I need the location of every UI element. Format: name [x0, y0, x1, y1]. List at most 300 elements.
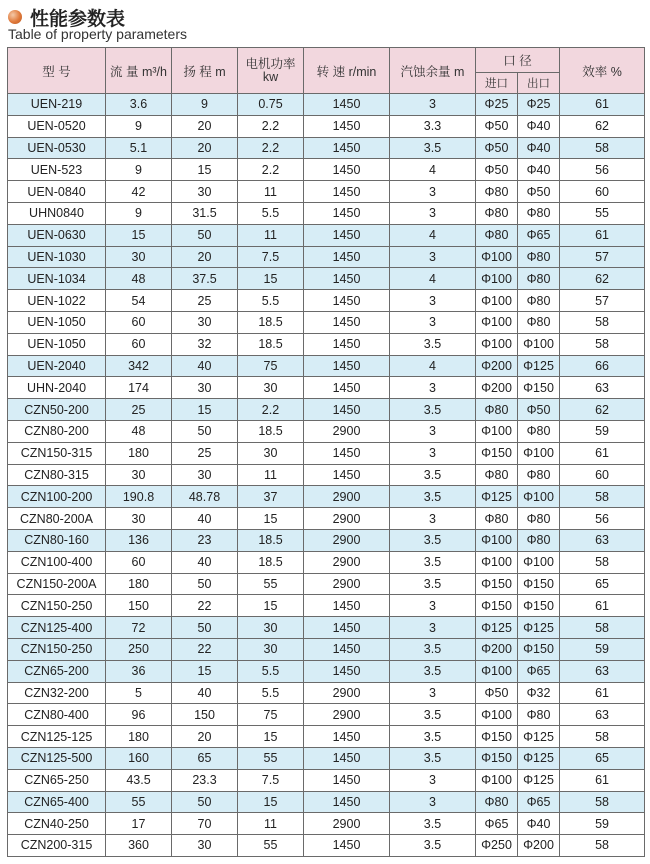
cell-flow: 30	[106, 464, 172, 486]
cell-flow: 60	[106, 311, 172, 333]
cell-speed: 1450	[304, 399, 390, 421]
cell-head: 25	[172, 442, 238, 464]
cell-speed: 1450	[304, 333, 390, 355]
cell-outlet: Φ65	[518, 224, 560, 246]
cell-npsh: 4	[390, 355, 476, 377]
cell-npsh: 3.5	[390, 638, 476, 660]
table-row	[8, 726, 645, 748]
cell-outlet: Φ50	[518, 181, 560, 203]
cell-power: 5.5	[238, 290, 304, 312]
table-row	[8, 355, 645, 377]
cell-outlet: Φ125	[518, 726, 560, 748]
cell-outlet: Φ80	[518, 508, 560, 530]
cell-outlet: Φ80	[518, 202, 560, 224]
cell-power: 18.5	[238, 551, 304, 573]
cell-inlet: Φ80	[476, 202, 518, 224]
cell-flow: 250	[106, 638, 172, 660]
cell-model: CZN80-315	[8, 464, 106, 486]
cell-speed: 1450	[304, 791, 390, 813]
cell-model: UEN-1030	[8, 246, 106, 268]
cell-efficiency: 60	[560, 181, 645, 203]
cell-head: 40	[172, 682, 238, 704]
cell-power: 18.5	[238, 420, 304, 442]
cell-flow: 180	[106, 442, 172, 464]
cell-speed: 1450	[304, 377, 390, 399]
cell-model: UEN-1050	[8, 333, 106, 355]
cell-npsh: 4	[390, 159, 476, 181]
cell-inlet: Φ25	[476, 94, 518, 116]
cell-inlet: Φ150	[476, 442, 518, 464]
cell-power: 7.5	[238, 246, 304, 268]
cell-speed: 1450	[304, 290, 390, 312]
cell-efficiency: 55	[560, 202, 645, 224]
cell-power: 15	[238, 791, 304, 813]
cell-npsh: 3.5	[390, 137, 476, 159]
cell-model: CZN80-160	[8, 529, 106, 551]
cell-model: CZN32-200	[8, 682, 106, 704]
table-row	[8, 747, 645, 769]
cell-inlet: Φ100	[476, 420, 518, 442]
cell-flow: 150	[106, 595, 172, 617]
cell-outlet: Φ80	[518, 420, 560, 442]
cell-efficiency: 63	[560, 529, 645, 551]
cell-speed: 1450	[304, 835, 390, 857]
cell-npsh: 3	[390, 420, 476, 442]
cell-head: 30	[172, 464, 238, 486]
cell-model: UEN-0530	[8, 137, 106, 159]
cell-power: 7.5	[238, 769, 304, 791]
cell-head: 70	[172, 813, 238, 835]
cell-speed: 2900	[304, 704, 390, 726]
cell-speed: 1450	[304, 94, 390, 116]
cell-flow: 5.1	[106, 137, 172, 159]
cell-model: CZN200-315	[8, 835, 106, 857]
cell-npsh: 3	[390, 94, 476, 116]
cell-head: 20	[172, 726, 238, 748]
cell-inlet: Φ100	[476, 290, 518, 312]
cell-npsh: 3	[390, 246, 476, 268]
table-body	[8, 94, 645, 857]
cell-flow: 3.6	[106, 94, 172, 116]
cell-efficiency: 61	[560, 595, 645, 617]
cell-npsh: 3	[390, 682, 476, 704]
cell-npsh: 3	[390, 508, 476, 530]
cell-npsh: 3	[390, 791, 476, 813]
cell-model: UHN-2040	[8, 377, 106, 399]
cell-power: 15	[238, 726, 304, 748]
cell-outlet: Φ40	[518, 115, 560, 137]
header-head: 扬 程 m	[172, 48, 238, 94]
cell-power: 11	[238, 224, 304, 246]
table-row	[8, 769, 645, 791]
cell-flow: 36	[106, 660, 172, 682]
cell-speed: 1450	[304, 202, 390, 224]
cell-flow: 136	[106, 529, 172, 551]
cell-head: 15	[172, 660, 238, 682]
table-row	[8, 835, 645, 857]
cell-head: 22	[172, 638, 238, 660]
cell-head: 65	[172, 747, 238, 769]
cell-head: 9	[172, 94, 238, 116]
cell-head: 23	[172, 529, 238, 551]
table-row	[8, 682, 645, 704]
table-row	[8, 660, 645, 682]
cell-npsh: 3.5	[390, 551, 476, 573]
cell-npsh: 3.5	[390, 333, 476, 355]
cell-speed: 1450	[304, 224, 390, 246]
cell-power: 30	[238, 377, 304, 399]
table-row	[8, 595, 645, 617]
cell-model: CZN80-400	[8, 704, 106, 726]
cell-model: CZN65-200	[8, 660, 106, 682]
cell-inlet: Φ65	[476, 813, 518, 835]
cell-flow: 42	[106, 181, 172, 203]
table-row	[8, 290, 645, 312]
cell-inlet: Φ100	[476, 660, 518, 682]
cell-power: 5.5	[238, 202, 304, 224]
cell-outlet: Φ80	[518, 268, 560, 290]
cell-power: 11	[238, 813, 304, 835]
cell-outlet: Φ150	[518, 595, 560, 617]
cell-npsh: 4	[390, 268, 476, 290]
cell-outlet: Φ150	[518, 638, 560, 660]
cell-npsh: 3.5	[390, 529, 476, 551]
cell-power: 0.75	[238, 94, 304, 116]
cell-flow: 43.5	[106, 769, 172, 791]
cell-efficiency: 63	[560, 704, 645, 726]
cell-outlet: Φ65	[518, 660, 560, 682]
cell-efficiency: 61	[560, 682, 645, 704]
cell-speed: 2900	[304, 813, 390, 835]
cell-speed: 2900	[304, 508, 390, 530]
cell-head: 40	[172, 508, 238, 530]
cell-efficiency: 57	[560, 246, 645, 268]
cell-flow: 17	[106, 813, 172, 835]
parameters-table	[7, 47, 645, 857]
cell-power: 18.5	[238, 529, 304, 551]
cell-inlet: Φ100	[476, 246, 518, 268]
table-row	[8, 791, 645, 813]
cell-flow: 25	[106, 399, 172, 421]
cell-outlet: Φ100	[518, 551, 560, 573]
cell-head: 30	[172, 181, 238, 203]
cell-power: 15	[238, 595, 304, 617]
cell-efficiency: 59	[560, 638, 645, 660]
cell-inlet: Φ100	[476, 333, 518, 355]
cell-efficiency: 61	[560, 442, 645, 464]
cell-power: 30	[238, 442, 304, 464]
cell-outlet: Φ125	[518, 355, 560, 377]
table-row	[8, 508, 645, 530]
cell-head: 25	[172, 290, 238, 312]
table-row	[8, 94, 645, 116]
cell-power: 2.2	[238, 399, 304, 421]
table-row	[8, 638, 645, 660]
cell-outlet: Φ40	[518, 159, 560, 181]
cell-head: 50	[172, 791, 238, 813]
header-model: 型 号	[8, 48, 106, 94]
cell-power: 30	[238, 617, 304, 639]
cell-head: 32	[172, 333, 238, 355]
header-power: 电机功率 kw	[238, 48, 304, 94]
cell-model: CZN150-200A	[8, 573, 106, 595]
cell-speed: 1450	[304, 660, 390, 682]
page-subtitle: Table of property parameters	[8, 26, 187, 42]
table-row	[8, 311, 645, 333]
cell-head: 22	[172, 595, 238, 617]
cell-flow: 60	[106, 333, 172, 355]
header-npsh: 汽蚀余量 m	[390, 48, 476, 94]
cell-outlet: Φ125	[518, 769, 560, 791]
cell-head: 15	[172, 159, 238, 181]
cell-outlet: Φ25	[518, 94, 560, 116]
cell-power: 15	[238, 508, 304, 530]
cell-efficiency: 66	[560, 355, 645, 377]
cell-speed: 1450	[304, 115, 390, 137]
cell-power: 55	[238, 747, 304, 769]
cell-speed: 1450	[304, 246, 390, 268]
cell-flow: 55	[106, 791, 172, 813]
cell-inlet: Φ50	[476, 159, 518, 181]
cell-head: 48.78	[172, 486, 238, 508]
cell-speed: 1450	[304, 355, 390, 377]
cell-inlet: Φ50	[476, 682, 518, 704]
cell-outlet: Φ200	[518, 835, 560, 857]
cell-efficiency: 59	[560, 420, 645, 442]
cell-efficiency: 62	[560, 399, 645, 421]
cell-efficiency: 56	[560, 508, 645, 530]
cell-npsh: 3.5	[390, 660, 476, 682]
cell-head: 30	[172, 835, 238, 857]
cell-head: 40	[172, 355, 238, 377]
table-row	[8, 704, 645, 726]
cell-flow: 9	[106, 159, 172, 181]
cell-head: 37.5	[172, 268, 238, 290]
cell-head: 50	[172, 224, 238, 246]
cell-outlet: Φ80	[518, 246, 560, 268]
table-row	[8, 420, 645, 442]
table-row	[8, 115, 645, 137]
cell-efficiency: 58	[560, 333, 645, 355]
cell-head: 30	[172, 311, 238, 333]
table-row	[8, 551, 645, 573]
cell-speed: 1450	[304, 769, 390, 791]
table-row	[8, 202, 645, 224]
cell-efficiency: 58	[560, 486, 645, 508]
table-row	[8, 573, 645, 595]
table-row	[8, 464, 645, 486]
cell-efficiency: 58	[560, 311, 645, 333]
cell-model: CZN65-250	[8, 769, 106, 791]
cell-inlet: Φ80	[476, 181, 518, 203]
cell-model: CZN125-400	[8, 617, 106, 639]
cell-model: UEN-0630	[8, 224, 106, 246]
cell-inlet: Φ80	[476, 464, 518, 486]
cell-power: 5.5	[238, 682, 304, 704]
cell-flow: 9	[106, 115, 172, 137]
cell-inlet: Φ80	[476, 399, 518, 421]
cell-flow: 72	[106, 617, 172, 639]
table-row	[8, 442, 645, 464]
table-row	[8, 159, 645, 181]
cell-speed: 2900	[304, 486, 390, 508]
bullet-icon	[8, 10, 22, 24]
cell-model: CZN50-200	[8, 399, 106, 421]
header-flow: 流 量 m³/h	[106, 48, 172, 94]
cell-power: 2.2	[238, 159, 304, 181]
cell-outlet: Φ150	[518, 573, 560, 595]
cell-model: CZN150-250	[8, 595, 106, 617]
cell-npsh: 3.5	[390, 464, 476, 486]
cell-power: 2.2	[238, 137, 304, 159]
cell-power: 55	[238, 573, 304, 595]
cell-head: 50	[172, 617, 238, 639]
cell-model: UHN0840	[8, 202, 106, 224]
cell-power: 37	[238, 486, 304, 508]
cell-outlet: Φ32	[518, 682, 560, 704]
cell-outlet: Φ80	[518, 704, 560, 726]
header-efficiency: 效率 %	[560, 48, 645, 94]
table-row	[8, 813, 645, 835]
cell-efficiency: 56	[560, 159, 645, 181]
cell-head: 23.3	[172, 769, 238, 791]
cell-speed: 1450	[304, 617, 390, 639]
cell-speed: 2900	[304, 573, 390, 595]
table-row	[8, 246, 645, 268]
cell-power: 15	[238, 268, 304, 290]
cell-speed: 2900	[304, 529, 390, 551]
table-row	[8, 377, 645, 399]
cell-model: CZN100-200	[8, 486, 106, 508]
cell-efficiency: 58	[560, 726, 645, 748]
cell-model: CZN125-500	[8, 747, 106, 769]
cell-power: 75	[238, 704, 304, 726]
cell-outlet: Φ65	[518, 791, 560, 813]
cell-outlet: Φ80	[518, 290, 560, 312]
cell-model: UEN-1034	[8, 268, 106, 290]
table-row	[8, 181, 645, 203]
cell-flow: 48	[106, 420, 172, 442]
cell-speed: 1450	[304, 464, 390, 486]
cell-speed: 2900	[304, 682, 390, 704]
cell-flow: 160	[106, 747, 172, 769]
table-row	[8, 333, 645, 355]
cell-inlet: Φ100	[476, 704, 518, 726]
cell-npsh: 3.5	[390, 726, 476, 748]
table-row	[8, 137, 645, 159]
cell-flow: 174	[106, 377, 172, 399]
cell-efficiency: 61	[560, 94, 645, 116]
cell-efficiency: 61	[560, 224, 645, 246]
cell-speed: 1450	[304, 726, 390, 748]
cell-flow: 48	[106, 268, 172, 290]
cell-power: 55	[238, 835, 304, 857]
cell-speed: 1450	[304, 595, 390, 617]
cell-model: CZN125-125	[8, 726, 106, 748]
cell-efficiency: 58	[560, 137, 645, 159]
cell-model: CZN80-200	[8, 420, 106, 442]
cell-model: UEN-1022	[8, 290, 106, 312]
cell-efficiency: 62	[560, 115, 645, 137]
cell-efficiency: 57	[560, 290, 645, 312]
cell-npsh: 3	[390, 311, 476, 333]
cell-outlet: Φ40	[518, 813, 560, 835]
cell-flow: 5	[106, 682, 172, 704]
cell-inlet: Φ50	[476, 137, 518, 159]
cell-efficiency: 63	[560, 377, 645, 399]
cell-power: 11	[238, 181, 304, 203]
cell-npsh: 3	[390, 442, 476, 464]
table-row	[8, 224, 645, 246]
cell-efficiency: 58	[560, 835, 645, 857]
cell-outlet: Φ100	[518, 333, 560, 355]
cell-head: 20	[172, 115, 238, 137]
cell-npsh: 3	[390, 617, 476, 639]
cell-outlet: Φ80	[518, 464, 560, 486]
cell-inlet: Φ100	[476, 268, 518, 290]
cell-outlet: Φ80	[518, 529, 560, 551]
header-speed: 转 速 r/min	[304, 48, 390, 94]
cell-inlet: Φ100	[476, 311, 518, 333]
cell-efficiency: 65	[560, 573, 645, 595]
cell-outlet: Φ100	[518, 442, 560, 464]
cell-flow: 180	[106, 573, 172, 595]
cell-model: UEN-0520	[8, 115, 106, 137]
cell-model: UEN-2040	[8, 355, 106, 377]
cell-model: UEN-523	[8, 159, 106, 181]
cell-outlet: Φ50	[518, 399, 560, 421]
table-row	[8, 529, 645, 551]
cell-npsh: 3.5	[390, 486, 476, 508]
cell-inlet: Φ100	[476, 529, 518, 551]
cell-efficiency: 63	[560, 660, 645, 682]
cell-npsh: 3	[390, 769, 476, 791]
cell-inlet: Φ125	[476, 617, 518, 639]
cell-npsh: 3.5	[390, 399, 476, 421]
cell-efficiency: 60	[560, 464, 645, 486]
cell-inlet: Φ80	[476, 508, 518, 530]
cell-efficiency: 61	[560, 769, 645, 791]
cell-speed: 1450	[304, 311, 390, 333]
cell-npsh: 3.5	[390, 704, 476, 726]
cell-power: 2.2	[238, 115, 304, 137]
cell-power: 30	[238, 638, 304, 660]
cell-efficiency: 65	[560, 747, 645, 769]
cell-inlet: Φ100	[476, 551, 518, 573]
cell-flow: 96	[106, 704, 172, 726]
cell-speed: 2900	[304, 420, 390, 442]
cell-head: 150	[172, 704, 238, 726]
cell-head: 20	[172, 137, 238, 159]
cell-outlet: Φ80	[518, 311, 560, 333]
cell-inlet: Φ250	[476, 835, 518, 857]
cell-head: 50	[172, 420, 238, 442]
cell-speed: 1450	[304, 638, 390, 660]
cell-efficiency: 58	[560, 617, 645, 639]
cell-efficiency: 58	[560, 791, 645, 813]
cell-inlet: Φ200	[476, 638, 518, 660]
cell-head: 15	[172, 399, 238, 421]
cell-power: 18.5	[238, 311, 304, 333]
cell-flow: 54	[106, 290, 172, 312]
table-row	[8, 399, 645, 421]
cell-inlet: Φ80	[476, 224, 518, 246]
cell-model: CZN80-200A	[8, 508, 106, 530]
cell-inlet: Φ150	[476, 595, 518, 617]
cell-model: UEN-219	[8, 94, 106, 116]
header-bore: 口 径	[476, 48, 560, 73]
cell-inlet: Φ200	[476, 377, 518, 399]
